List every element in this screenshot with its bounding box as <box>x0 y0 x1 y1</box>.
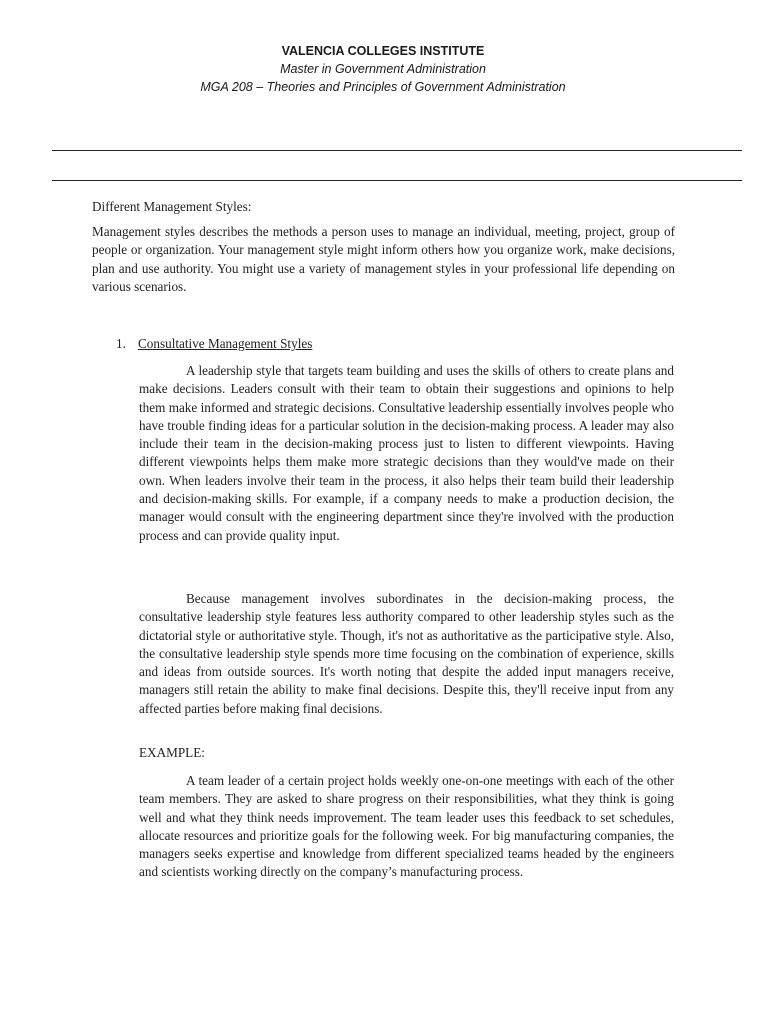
header-divider-bottom <box>52 180 742 181</box>
example-label: EXAMPLE: <box>139 745 205 760</box>
list-item-consultative <box>116 335 676 353</box>
intro-paragraph: Management styles describes the methods a person uses to manage an individual, meeting, project, group of people or organization. Your management style might inform others how you organize work, make decisions, plan and use authority. You might use a variety of management styles in your professional life depending on various scenarios. <box>92 224 675 294</box>
institute-name: VALENCIA COLLEGES INSTITUTE <box>281 44 485 58</box>
program-name: Master in Government Administration <box>280 62 486 76</box>
list-item-title: Consultative Management Styles <box>138 336 313 351</box>
course-title: MGA 208 – Theories and Principles of Government Administration <box>200 80 566 94</box>
consultative-paragraph-1: A leadership style that targets team building and uses the skills of others to create plans and make decisions. Leaders consult with their team to obtain their suggestions and opinions to help them make informed and strategic decisions. Consultative leadership essentially involves people who have trouble finding ideas for a particular solution in the decision-making process. A leader may also include their team in the decision-making process just to listen to different viewpoints. Having different viewpoints helps them make more strategic decisions than they would've made on their own. When leaders involve their team in the process, it also helps their team build their leadership and decision-making skills. For example, if a company needs to make a production decision, the manager would consult with the engineering department since they're involved with the production process and can provide quality input. <box>139 363 674 543</box>
consultative-paragraph-2: Because management involves subordinates in the decision-making process, the consultative leadership style features less authority compared to other leadership styles such as the dictatorial style or authoritative style. Though, it's not as authoritative as the participative style. Also, the consultative leadership style spends more time focusing on the combination of experience, skills and ideas from outside sources. It's worth noting that despite the added input managers receive, managers still retain the ability to make final decisions. Despite this, they'll receive input from any affected parties before making final decisions. <box>139 591 674 716</box>
list-item-number: 1. <box>116 336 126 351</box>
header-divider-top <box>52 150 742 151</box>
document-header <box>0 42 766 96</box>
section-heading: Different Management Styles: <box>92 199 252 214</box>
example-paragraph: A team leader of a certain project holds weekly one-on-one meetings with each of the other team members. They are asked to share progress on their responsibilities, what they think is going well and what they think needs improvement. The team leader uses this feedback to set schedules, allocate resources and prioritize goals for the following week. For big manufacturing companies, the managers seeks expertise and knowledge from different specialized teams headed by the engineers and scientists working directly on the company’s manufacturing process. <box>139 773 674 880</box>
